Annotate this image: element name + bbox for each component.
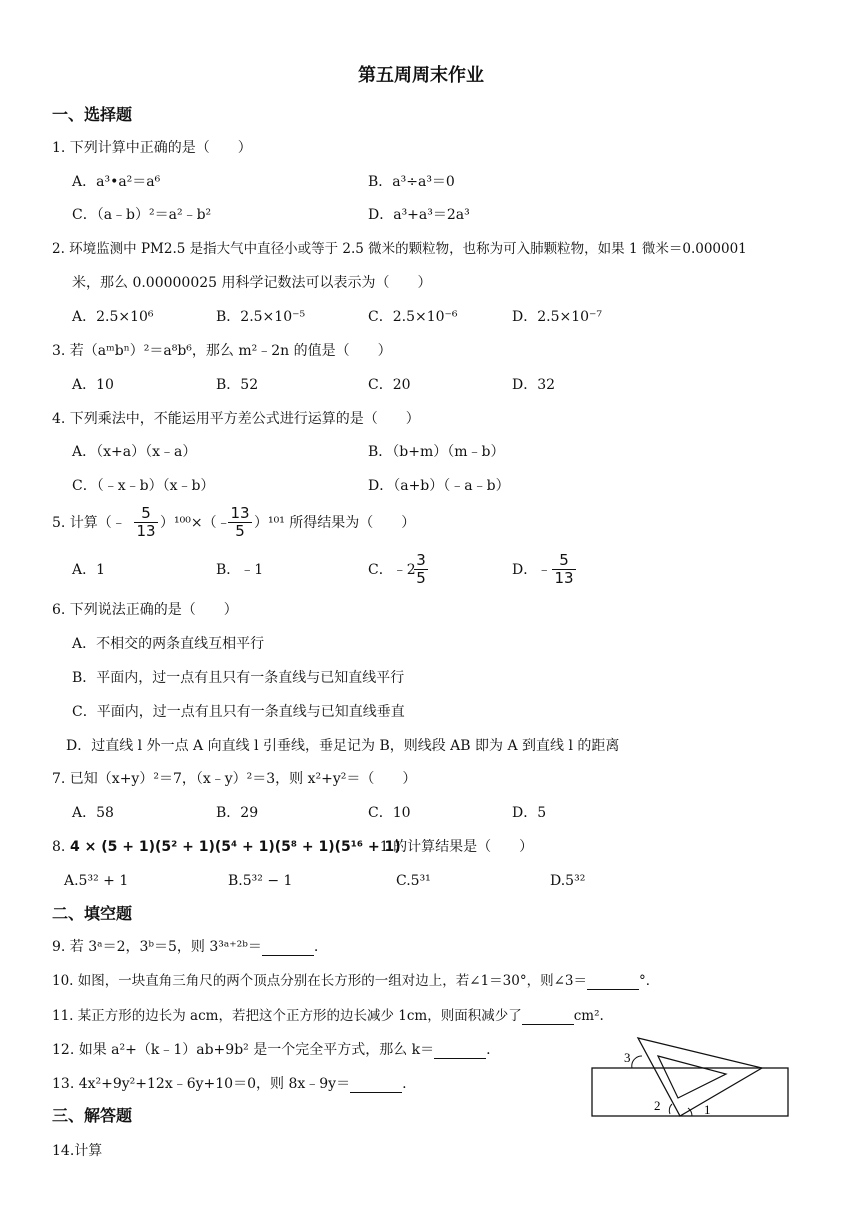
- answer-blank[interactable]: [587, 975, 639, 990]
- fraction-denominator: 13: [136, 522, 156, 540]
- question-3-stem: 3. 若（aᵐbⁿ）²＝a⁸b⁶，那么 m²﹣2n 的值是（ ）: [52, 343, 392, 359]
- question-3-option-c: C．20: [368, 377, 411, 393]
- question-11-text: 11. 某正方形的边长为 acm，若把这个正方形的边长减少 1cm，则面积减少了: [52, 1008, 522, 1024]
- question-2-option-c: C．2.5×10⁻⁶: [368, 309, 458, 325]
- question-7-option-b: B．29: [216, 805, 259, 821]
- question-11: [52, 1007, 604, 1025]
- question-5-fraction-1: [134, 505, 158, 540]
- question-1-option-b: B．a³÷a³＝0: [368, 174, 455, 190]
- page-title: 第五周周末作业: [358, 65, 484, 86]
- fraction-numerator: 5: [559, 551, 569, 569]
- question-8-option-d: D.5³²: [550, 873, 586, 889]
- question-1-option-c: C．（a﹣b）²＝a²﹣b²: [72, 207, 212, 223]
- question-8-suffix: +1 的计算结果是（ ）: [368, 839, 534, 855]
- question-7-option-d: D．5: [512, 805, 547, 821]
- question-12: [52, 1041, 491, 1059]
- question-10-end: °．: [639, 973, 660, 989]
- question-3-option-a: A．10: [72, 377, 114, 393]
- question-6-option-d: D．过直线 l 外一点 A 向直线 l 引垂线，垂足记为 B，则线段 AB 即为 A 到直线 l 的距离: [66, 738, 620, 754]
- question-5-option-d-prefix: D．﹣: [512, 562, 552, 578]
- figure-angle-arc-3: [632, 1056, 642, 1068]
- question-5-prefix: 5. 计算（﹣: [52, 515, 126, 531]
- question-4-option-b: B．（b+m）（m﹣b）: [368, 444, 505, 460]
- question-5-option-c-prefix: C．﹣2: [368, 562, 416, 578]
- question-5-middle: ）¹⁰⁰×（﹣: [160, 515, 231, 531]
- section-heading-solution: 三、解答题: [52, 1106, 133, 1125]
- question-2-stem-line1: 2. 环境监测中 PM2.5 是指大气中直径小或等于 2.5 微米的颗粒物，也称为可入肺颗粒物，如果 1 微米＝0.000001: [52, 241, 747, 257]
- question-9-text: 9. 若 3ᵃ＝2，3ᵇ＝5，则 3³ᵃ⁺²ᵇ＝: [52, 939, 262, 955]
- question-2-option-a: A．2.5×10⁶: [72, 309, 154, 325]
- question-5-option-c-fraction: [414, 552, 428, 587]
- question-7-option-c: C．10: [368, 805, 411, 821]
- question-8-option-a: A.5³² + 1: [64, 873, 129, 889]
- question-13-end: .: [402, 1076, 407, 1092]
- question-5-suffix: ）¹⁰¹ 所得结果为（ ）: [254, 515, 416, 531]
- figure-triangle-inner: [658, 1056, 726, 1098]
- question-6-option-c: C．平面内，过一点有且只有一条直线与已知直线垂直: [72, 704, 405, 720]
- fraction-denominator: 5: [235, 522, 245, 540]
- question-8-expression: 4 × (5 + 1)(5² + 1)(5⁴ + 1)(5⁸ + 1)(5¹⁶ + 1): [70, 839, 401, 855]
- fraction-denominator: 5: [416, 569, 426, 587]
- question-2-option-b: B．2.5×10⁻⁵: [216, 309, 306, 325]
- question-1-option-d: D．a³+a³＝2a³: [368, 207, 470, 223]
- section-heading-choice: 一、选择题: [52, 105, 133, 124]
- question-6-option-b: B．平面内，过一点有且只有一条直线与已知直线平行: [72, 670, 405, 686]
- fraction-denominator: 13: [554, 569, 574, 587]
- question-6-option-a: A．不相交的两条直线互相平行: [72, 636, 265, 652]
- question-1-stem: 1. 下列计算中正确的是（ ）: [52, 140, 252, 156]
- question-10-text: 10. 如图，一块直角三角尺的两个顶点分别在长方形的一组对边上，若∠1＝30°，则∠3＝: [52, 973, 587, 989]
- section-heading-fill-blank: 二、填空题: [52, 904, 133, 923]
- figure-label-1: 1: [704, 1102, 711, 1117]
- question-4-option-c: C．（﹣x﹣b）（x﹣b）: [72, 478, 215, 494]
- question-4-option-d: D．（a+b）（﹣a﹣b）: [368, 478, 510, 494]
- question-3-option-b: B．52: [216, 377, 259, 393]
- question-4-stem: 4. 下列乘法中，不能运用平方差公式进行运算的是（ ）: [52, 411, 420, 427]
- figure-label-2: 2: [654, 1098, 661, 1113]
- question-5-option-b: B．﹣1: [216, 562, 264, 578]
- question-2-stem-line2: 米，那么 0.00000025 用科学记数法可以表示为（ ）: [72, 275, 432, 291]
- figure-angle-arc-2: [669, 1104, 672, 1114]
- question-7-option-a: A．58: [72, 805, 114, 821]
- answer-blank[interactable]: [350, 1078, 402, 1093]
- answer-blank[interactable]: [522, 1010, 574, 1025]
- figure-label-3: 3: [624, 1050, 631, 1065]
- question-5-option-d-fraction: [552, 552, 576, 587]
- question-11-end: cm².: [573, 1008, 604, 1024]
- question-4-option-a: A．（x+a）（x﹣a）: [72, 444, 197, 460]
- geometry-figure: [586, 1030, 816, 1120]
- question-13-text: 13. 4x²+9y²+12x﹣6y+10＝0，则 8x﹣9y＝: [52, 1076, 351, 1092]
- question-14-stem: 14.计算: [52, 1143, 103, 1159]
- question-10: [52, 972, 659, 990]
- question-5-option-a: A．1: [72, 562, 106, 578]
- question-12-text: 12. 如果 a²+（k﹣1）ab+9b² 是一个完全平方式，那么 k＝: [52, 1042, 435, 1058]
- answer-blank[interactable]: [434, 1044, 486, 1059]
- question-13: [52, 1075, 407, 1093]
- question-8-option-b: B.5³² − 1: [228, 873, 293, 889]
- question-8-number: 8.: [52, 839, 66, 855]
- question-8-option-c: C.5³¹: [396, 873, 431, 889]
- question-9: [52, 938, 318, 956]
- fraction-numerator: 13: [230, 504, 250, 522]
- question-5-fraction-2: [228, 505, 252, 540]
- question-1-option-a: A．a³•a²＝a⁶: [72, 174, 161, 190]
- question-12-end: .: [486, 1042, 491, 1058]
- fraction-numerator: 3: [416, 551, 426, 569]
- fraction-numerator: 5: [141, 504, 151, 522]
- question-9-end: .: [313, 939, 319, 955]
- question-7-stem: 7. 已知（x+y）²＝7，（x﹣y）²＝3，则 x²+y²＝（ ）: [52, 771, 417, 787]
- question-6-stem: 6. 下列说法正确的是（ ）: [52, 602, 238, 618]
- question-2-option-d: D．2.5×10⁻⁷: [512, 309, 603, 325]
- question-3-option-d: D．32: [512, 377, 556, 393]
- answer-blank[interactable]: [262, 941, 314, 956]
